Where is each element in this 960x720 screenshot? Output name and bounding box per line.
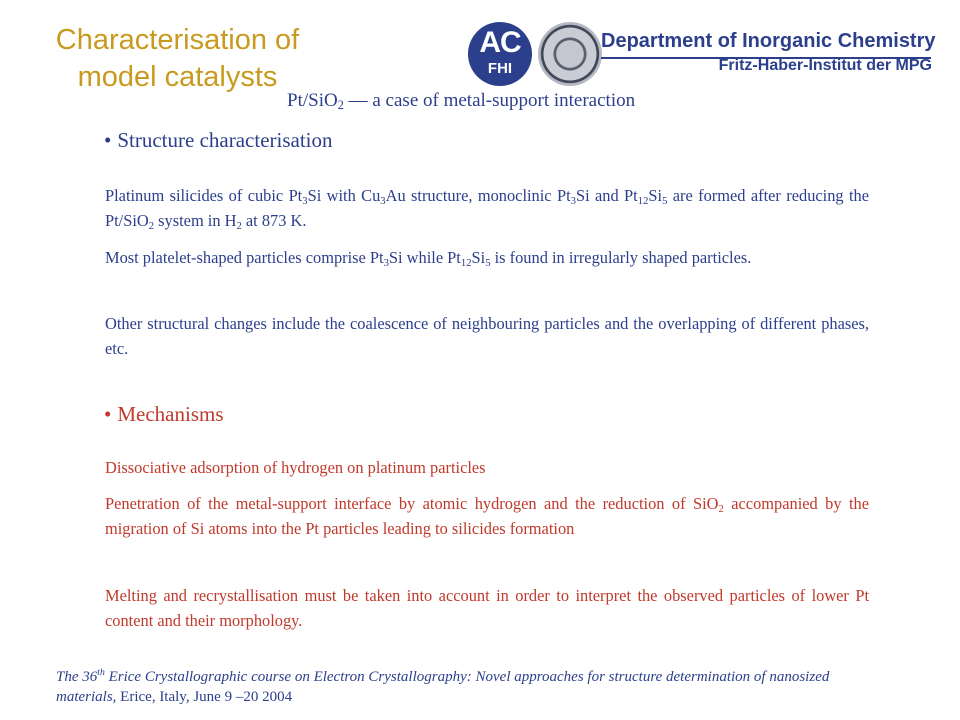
footer-text-2: Erice Crystallographic course on Electron Crystallography: Novel approaches for structure determination of nanosized materials,	[56, 669, 830, 705]
subscript: 3	[570, 196, 576, 207]
bullet-icon: •	[104, 128, 112, 152]
text-run: Platinum silicides of cubic Pt	[105, 186, 303, 205]
slide-subtitle	[287, 90, 635, 112]
subscript: 3	[302, 196, 308, 207]
slide-title	[40, 22, 315, 96]
subscript: 5	[662, 196, 668, 207]
title-line-2: model catalysts	[77, 61, 278, 93]
text-run: Penetration of the metal-support interface by atomic hydrogen and the reduction of SiO	[105, 494, 719, 513]
mechanisms-paragraph-1: Dissociative adsorption of hydrogen on platinum particles	[105, 458, 486, 477]
subscript: 3	[380, 196, 386, 207]
footer-superscript: th	[97, 667, 105, 678]
text-run: at 873 K.	[241, 211, 307, 230]
bullet-icon: •	[104, 402, 112, 426]
subscript: 12	[460, 258, 472, 269]
subtitle-text-a: Pt/SiO	[287, 90, 338, 111]
text-run: is found in irregularly shaped particles.	[490, 248, 752, 267]
structure-heading-label: Structure characterisation	[117, 128, 333, 152]
institute-logo	[468, 22, 936, 90]
footer-text-1: The 36	[56, 669, 98, 685]
text-run: Si	[471, 248, 486, 267]
structure-paragraph-1	[105, 183, 869, 233]
subscript: 5	[485, 258, 491, 269]
mechanisms-heading	[104, 402, 224, 427]
title-line-1: Characterisation of	[55, 24, 300, 56]
mechanisms-paragraph-2	[105, 491, 869, 541]
subscript: 2	[236, 221, 242, 232]
text-run: Si with Cu	[307, 186, 381, 205]
subscript: 2	[718, 504, 724, 515]
text-run: Au structure, monoclinic Pt	[385, 186, 571, 205]
subtitle-text-b: — a case of metal-support interaction	[343, 90, 636, 111]
text-run: system in H	[154, 211, 237, 230]
institute-name: Fritz-Haber-Institut der MPG	[718, 57, 932, 74]
footer-text-3: Erice, Italy, June 9 –20 2004	[116, 689, 293, 705]
mechanisms-heading-label: Mechanisms	[117, 402, 224, 426]
structure-paragraph-2	[105, 245, 869, 270]
structure-heading	[104, 128, 333, 153]
text-run: Si	[648, 186, 663, 205]
text-run: Most platelet-shaped particles comprise Pt	[105, 248, 384, 267]
minerva-seal-icon	[538, 22, 602, 86]
subtitle-sub: 2	[337, 98, 344, 112]
subscript: 12	[637, 196, 649, 207]
text-run: accompanied by the migration of Si atoms into the Pt particles leading to silicides formation	[105, 494, 869, 538]
structure-paragraph-3: Other structural changes include the coalescence of neighbouring particles and the overlapping of different phases, etc.	[105, 314, 869, 358]
ac-fhi-logo-icon	[468, 22, 532, 86]
text-run: Si and Pt	[575, 186, 638, 205]
text-run: Si while Pt	[388, 248, 461, 267]
subscript: 2	[148, 221, 155, 232]
mechanisms-paragraph-3: Melting and recrystallisation must be taken into account in order to interpret the observed particles of lower Pt content and their morphology.	[105, 586, 869, 630]
text-run: are formed after reducing the Pt/SiO	[105, 186, 870, 230]
subscript: 3	[383, 258, 389, 269]
logo-fhi-text: FHI	[487, 60, 513, 77]
department-name: Department of Inorganic Chemistry	[601, 30, 936, 52]
footer-citation	[56, 667, 856, 707]
logo-ac-text: AC	[479, 26, 521, 59]
